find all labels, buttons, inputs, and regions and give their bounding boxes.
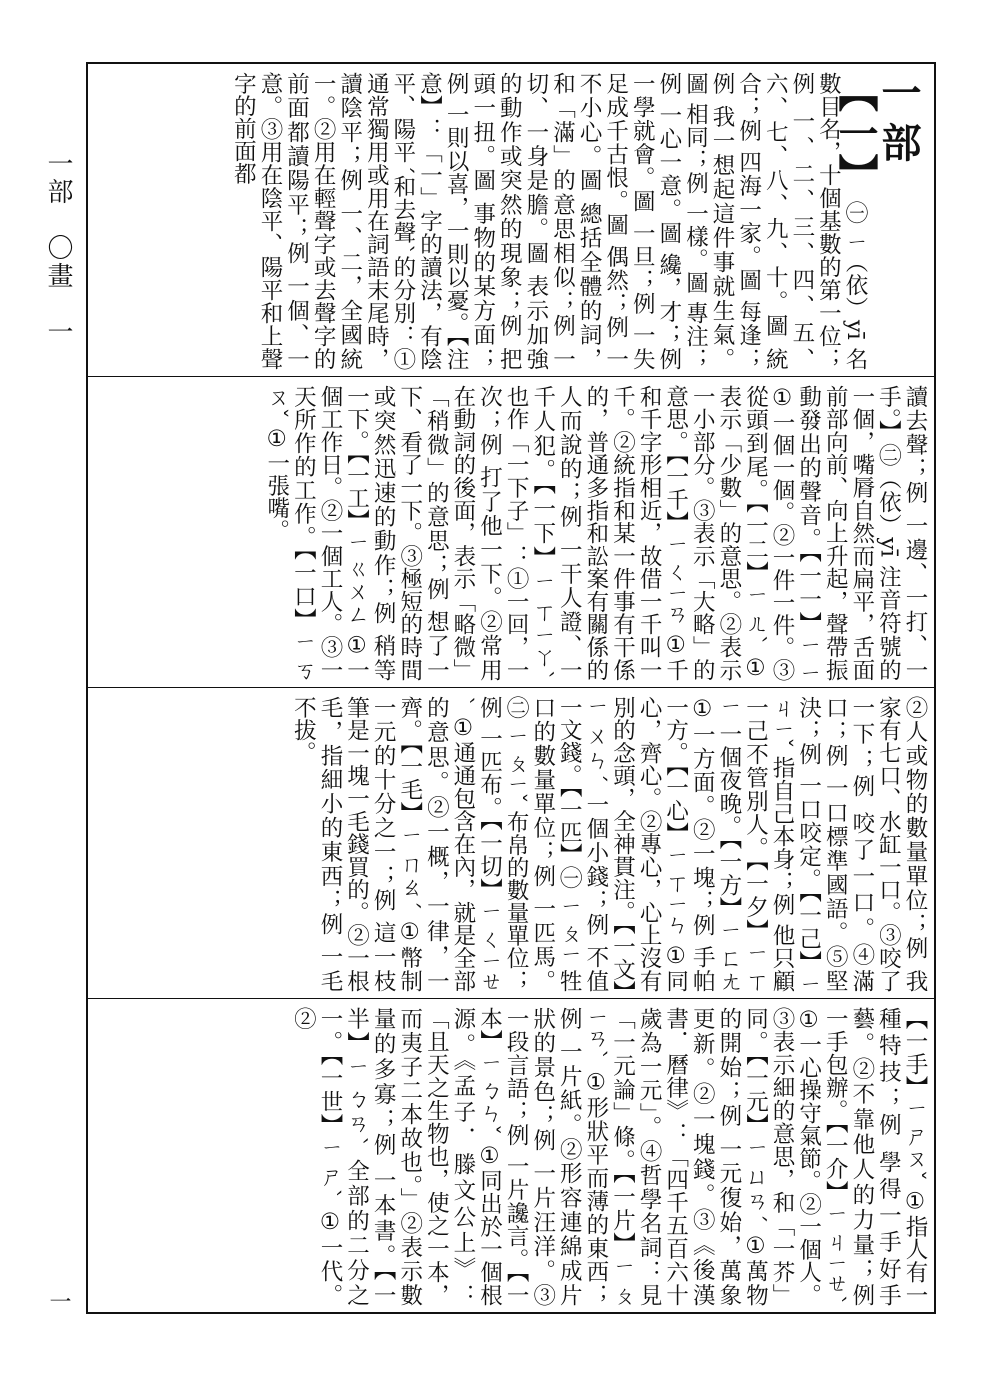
band-3-text: ②人或物的數量單位；例 我家有七口、水缸一口。③咬了一下；例 咬了一口。④滿口；例 一口標準國語。⑤堅決；例 一口咬定。【一己】ㄧ ㄐㄧˇ 指自己本身；例 他只顧一己不管別人。【一夕】ㄧ ㄒㄧ 一個夜晚。【一方】ㄧ ㄈㄤ ①一方面。②一塊；例 手帕一方。【一心】ㄧ ㄒㄧㄣ ①同心，齊心。②專心，心上沒有別的念頭，全神貫注。【一文】ㄧ ㄨㄣˊ 一個小錢；例 不值一文錢。【一匹】㊀ ㄧ ㄆㄧ 牲口的數量單位；例 一匹馬。㊁ ㄧ ㄆㄧˇ 布帛的數量單位；例 一匹布。【一切】ㄧ ㄑㄧㄝˋ ①通通包含在內，就是全部的意思。②一概，一律，一齊。【一毛】ㄧ ㄇㄠˊ ①幣制一元的十分之一；例 這一枝筆是一塊一毛錢買的。②一根毛，指細小的東西；例 一毛不拔。 — [290, 696, 928, 992]
section-title: 一部 — [875, 72, 922, 172]
band-1-text — [94, 72, 928, 370]
running-header: 一部 〇畫 一 — [43, 150, 73, 346]
band-3 — [88, 688, 934, 999]
band-4 — [88, 999, 934, 1312]
entry-headword: 【一】 — [832, 72, 879, 194]
band-2 — [88, 377, 934, 688]
band-1 — [88, 64, 934, 377]
entry-body: ㊀ ㄧ（依）yī 名 數目名，十個基數的第一位；例 一、二、三、四、五、六、七、八、九、十。圖 統合；例 四海一家。圖 每逢；例 我一想起這件事就生氣。圖 相同；例 一樣。圖 專注；例 一心一意。圖 纔，才；例 一學就會。圖 一旦；例 一失足成千古恨。圖 偶然；例 一不小心。圖 總括全體的詞，和「滿」的意思相似；例 一切、一身是膽。圖 表示加強的動作或突然的現象；例 把頭一扭。圖 事物的某方面；例 一則以喜，一則以憂。【注意】：「一」字的讀法，有陰平、陽平ˊ和去聲ˋ的分別：①通常獨用或用在詞語末尾時，讀陰平；例 一、二，全國統一。②用在輕聲字或去聲字的前面都讀陽平；例 一個、一意。③用在陰平、陽平和上聲字的前面都 — [230, 72, 868, 370]
band-4-text: 【一手】ㄧ ㄕㄡˇ ①指人有一種特技；例 學得一手好手藝。②不靠他人的力量；例 一手包辦。【一介】ㄧ ㄐㄧㄝˋ ①一心操守氣節。②一個人。③表示細的意思，和「一芥」同。【一元】ㄧ ㄩㄢˊ ①萬物的開始；例 一元復始，萬象更新。②一塊錢。③《後漢書．曆律》：「四千五百六十歲為一元」。④哲學名詞：見「一元論」條。【一片】ㄧ ㄆㄧㄢˋ ①形狀平而薄的東西；例 一片紙。②形容連綿成片狀的景色；例 一片汪洋。③一段言語；例 一片讒言。【一本】ㄧ ㄅㄣˇ ①同出於一個根源。《孟子．滕文公上》：「且天之生物也，使之一本，而夷子二本故也。」②表示數量的多寡；例 一本書。【一半】ㄧ ㄅㄢˋ 全部的二分之一。【一世】ㄧ ㄕˋ ①一代。② — [290, 1007, 928, 1306]
page-number: 一 — [46, 1290, 71, 1312]
band-2-text: 讀去聲；例 一邊、一打、一手。】㊁（依）yī 注音符號的一個，嘴脣自然而扁平，舌面前部向前、向上升起，聲帶振動發出的聲音。【一一】ㄧ ㄧ ①一個一個。②一件一件。③從頭到尾。【一二】ㄧ ㄦˋ ①表示「少數」的意思。②表示一小部分。③表示「大略」的意思。【一千】ㄧ ㄑㄧㄢ ①千和千字形相近，故借一千叫一千。②統指和某一件事有干係的，普通多指和訟案有關係的人而說的；例 一干人證、一千人犯。【一下】ㄧ ㄒㄧㄚˋ 也作「一下子」：①一回，一次；例 打了他一下。②常用在動詞的後面，表示「略微」「稍微」的意思；例 想了一下、看了一下。③極短的時間或突然迅速的動作；例 稍等一下。【一工】ㄧ ㄍㄨㄥ ①一個工作日。②一個工人。③一天所作的工作。【一口】ㄧ ㄎㄡˇ ①一張嘴。 — [263, 385, 928, 681]
page-frame — [86, 62, 936, 1314]
